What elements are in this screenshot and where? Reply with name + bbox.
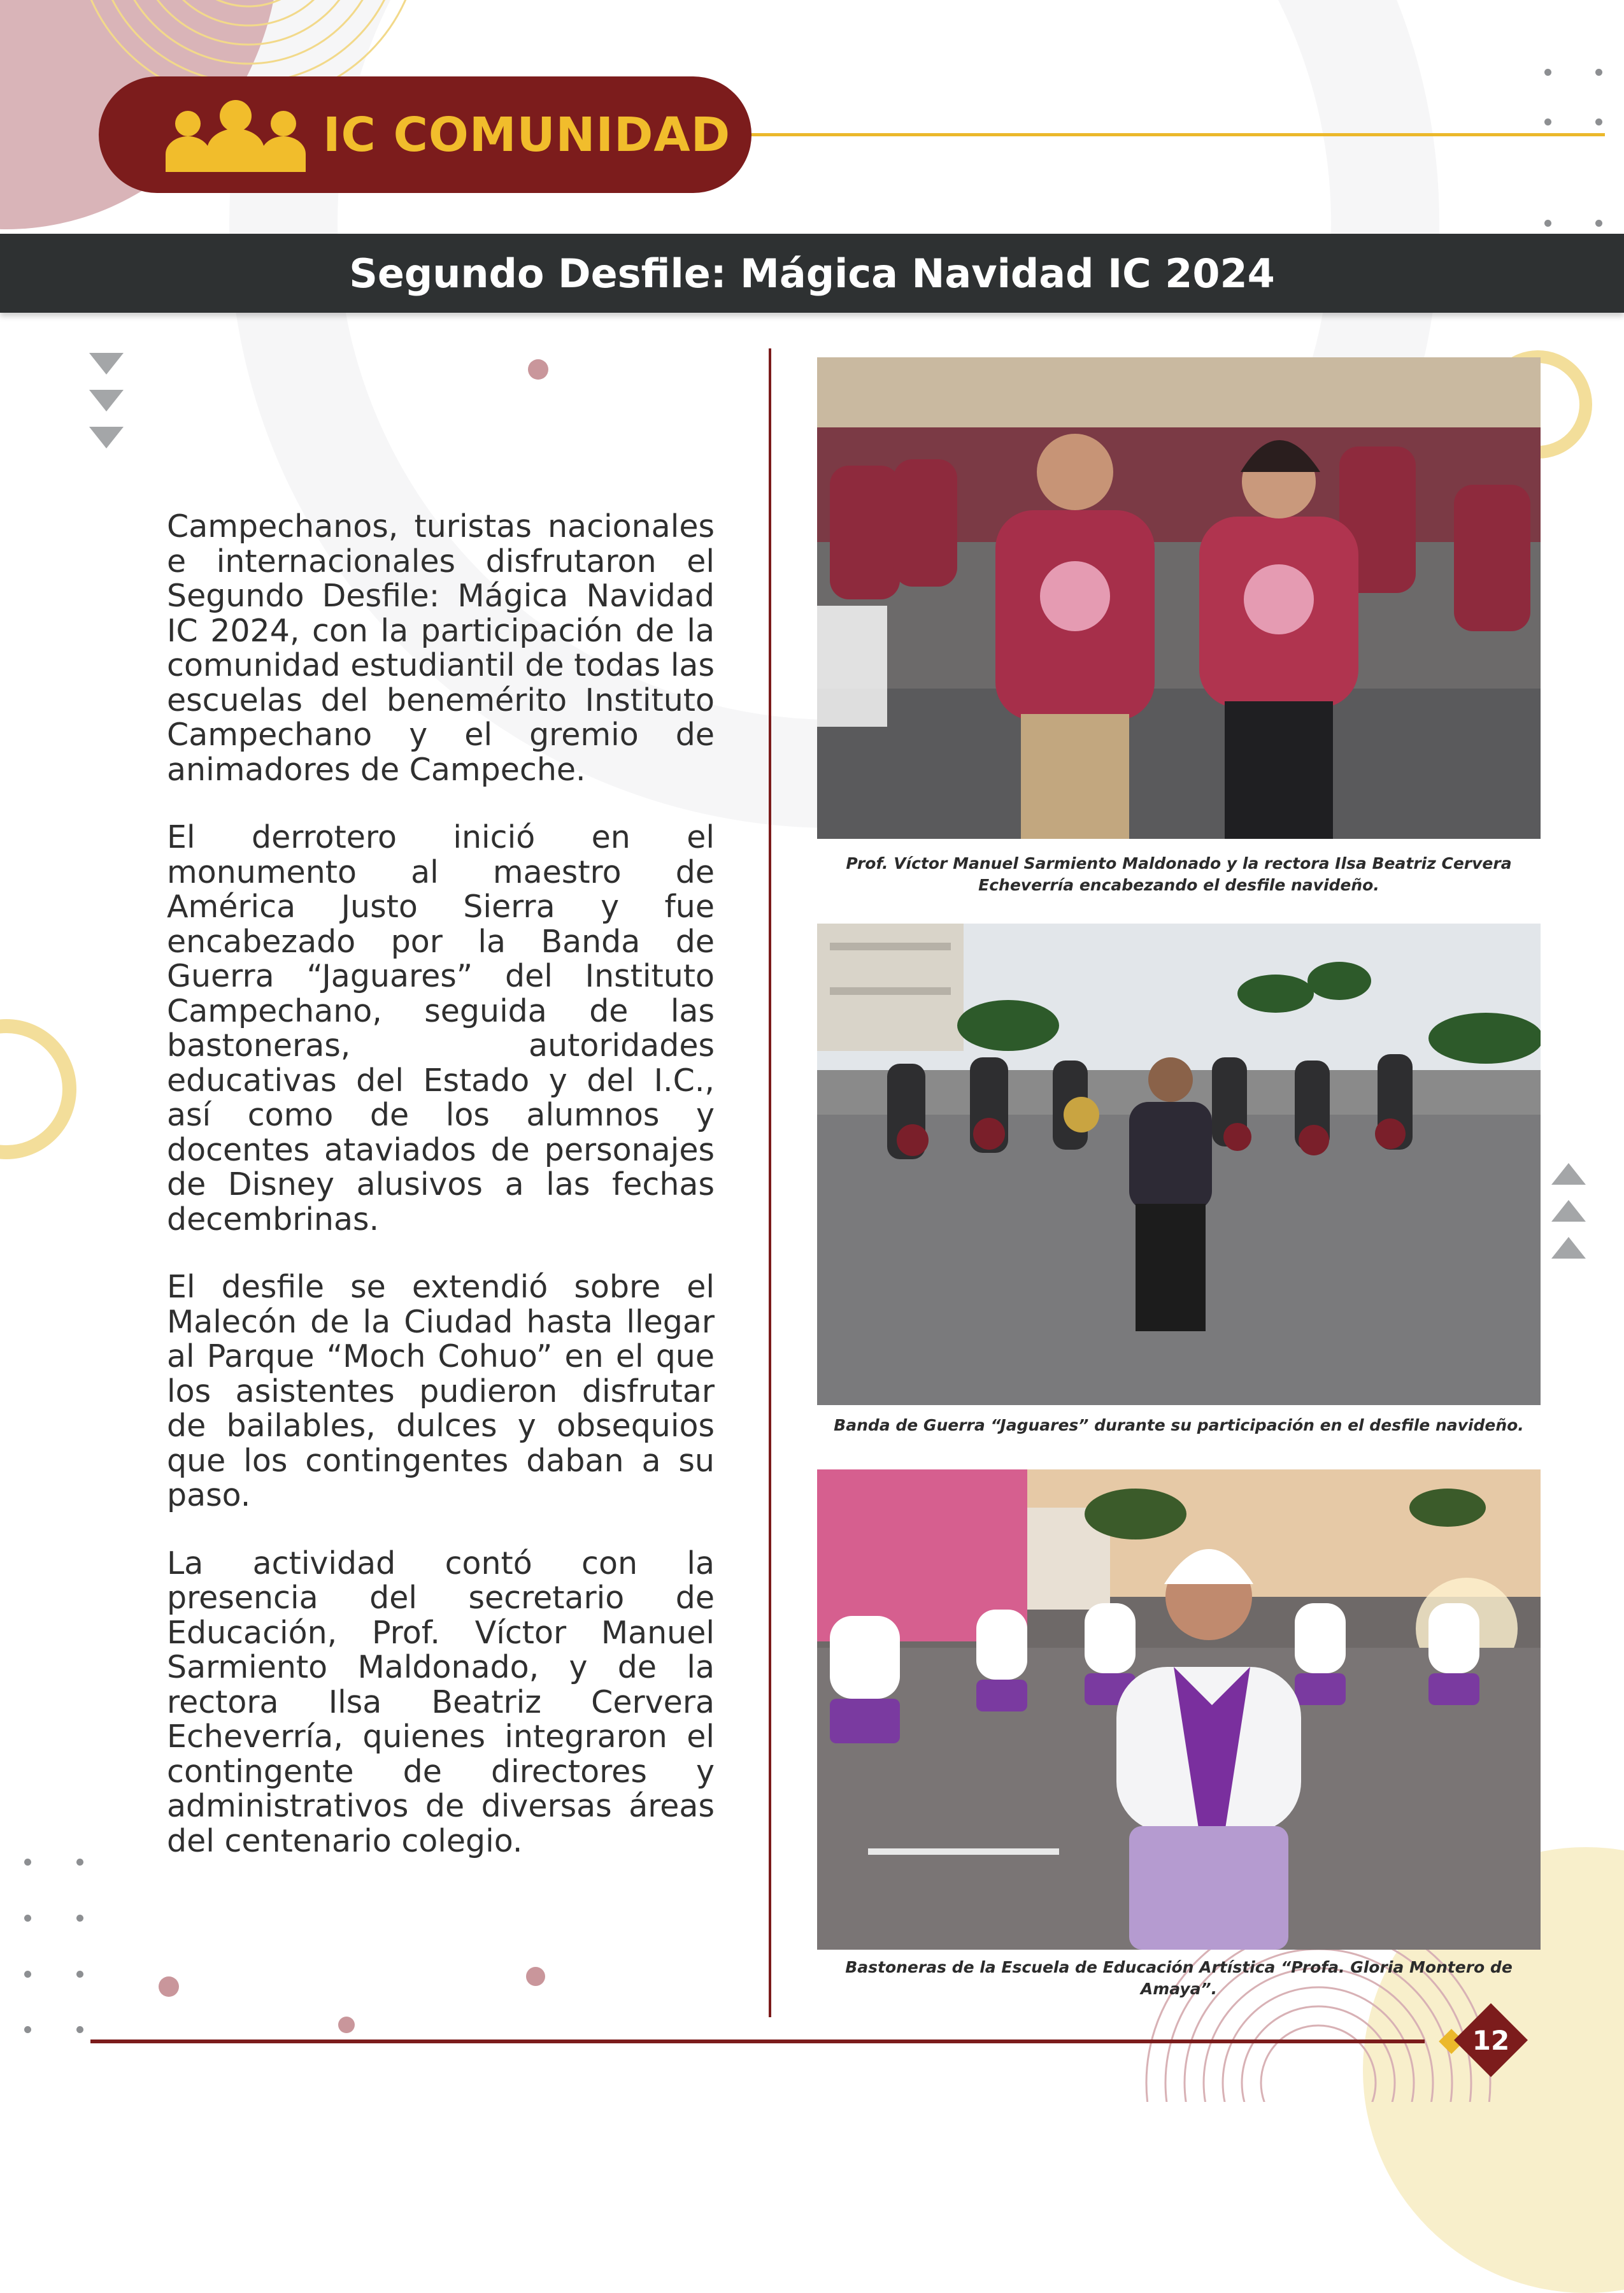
- people-group-icon: [162, 97, 309, 173]
- photo-parade-leaders: [817, 357, 1541, 839]
- decorative-dot: [159, 1976, 179, 1997]
- page-number: 12: [1472, 2024, 1510, 2056]
- decorative-dot: [528, 359, 548, 380]
- section-label: IC COMUNIDAD: [323, 107, 731, 162]
- triangle-up-icon: [1551, 1200, 1586, 1222]
- article-title: Segundo Desfile: Mágica Navidad IC 2024: [349, 250, 1275, 297]
- decorative-dot: [24, 1915, 31, 1922]
- triangle-down-icon: [89, 427, 124, 448]
- background-yellow-arc: [0, 1019, 76, 1159]
- decorative-dot: [1544, 220, 1551, 227]
- article-paragraph: El desfile se extendió sobre el Malecón de la Ciudad hasta llegar al Parque “Moch Cohuo” en el que los asistentes pudieron disfrutar de bailables, dulces y obsequios que los contingentes daban a su paso.: [167, 1269, 715, 1513]
- photo-caption: Prof. Víctor Manuel Sarmiento Maldonado y la rectora Ilsa Beatriz Cervera Echeverría encabezando el desfile navideño.: [846, 854, 1512, 894]
- decorative-dot: [1544, 118, 1551, 125]
- decorative-dot: [24, 2026, 31, 2033]
- column-divider: [769, 348, 771, 2017]
- decorative-dot: [338, 2017, 355, 2033]
- photo-caption: Bastoneras de la Escuela de Educación Artística “Profa. Gloria Montero de Amaya”.: [845, 1958, 1513, 1998]
- title-band: [0, 234, 1624, 313]
- decorative-dot: [24, 1971, 31, 1978]
- triangle-up-icon: [1551, 1163, 1586, 1185]
- photo-caption: Banda de Guerra “Jaguares” durante su participación en el desfile navideño.: [834, 1416, 1524, 1434]
- decorative-dot: [1595, 118, 1602, 125]
- decorative-dot: [76, 1859, 83, 1866]
- decorative-dot: [24, 1859, 31, 1866]
- decorative-dot: [76, 1915, 83, 1922]
- photo-baton-twirlers: [817, 1469, 1541, 1950]
- photo-marching-band: [817, 924, 1541, 1405]
- decorative-dot: [526, 1967, 545, 1986]
- triangle-down-icon: [89, 353, 124, 375]
- triangle-down-icon: [89, 390, 124, 411]
- decorative-dot: [1595, 220, 1602, 227]
- article-body: [167, 510, 715, 1892]
- header-rule: [751, 133, 1605, 136]
- footer-rule: [90, 2039, 1425, 2043]
- decorative-dot: [76, 2026, 83, 2033]
- decorative-dot: [1595, 69, 1602, 76]
- article-paragraph: La actividad contó con la presencia del secretario de Educación, Prof. Víctor Manuel Sarmiento Maldonado, y de la rectora Ilsa Beatriz Cervera Echeverría, quienes integraron el contingente de directores y administrativos de diversas áreas del centenario colegio.: [167, 1545, 715, 1859]
- section-header: [99, 76, 751, 193]
- article-paragraph: El derrotero inició en el monumento al maestro de América Justo Sierra y fue encabezado por la Banda de Guerra “Jaguares” del Instituto Campechano, seguida de las bastoneras, autoridades educativas del Estado y del I.C., así como de los alumnos y docentes ataviados de personajes de Disney alusivos a las fechas decembrinas.: [167, 819, 715, 1238]
- decorative-dot: [1544, 69, 1551, 76]
- decorative-dot: [76, 1971, 83, 1978]
- article-paragraph: Campechanos, turistas nacionales e internacionales disfrutaron el Segundo Desfile: Mágica Navidad IC 2024, con la participación de la comunidad estudiantil de todas las escuelas del benemérito Instituto Campechano y el gremio de animadores de Campeche.: [167, 508, 715, 788]
- triangle-up-icon: [1551, 1237, 1586, 1259]
